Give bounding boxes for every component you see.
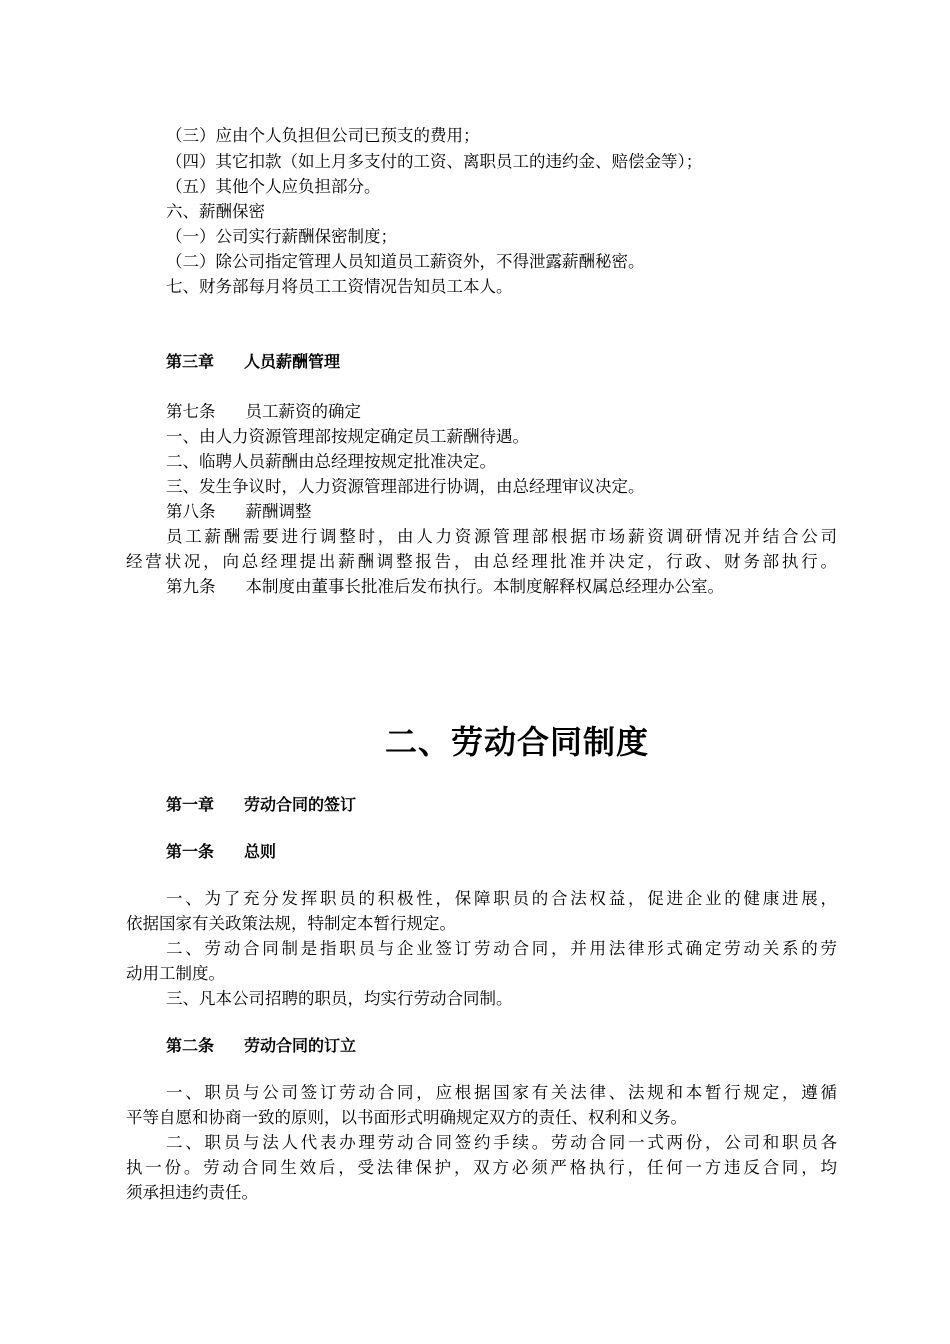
- list-item: （五）其他个人应负担部分。: [166, 177, 381, 196]
- article-title: 劳动合同的订立: [244, 1036, 357, 1055]
- article-label: 第一条: [166, 842, 215, 861]
- paragraph-line: 二、劳动合同制是指职员与企业签订劳动合同，并用法律形式确定劳动关系的劳: [166, 939, 837, 958]
- article-label: 第八条: [166, 502, 216, 521]
- article-label: 第二条: [166, 1036, 215, 1055]
- paragraph-line: 经营状况，向总经理提出薪酬调整报告，由总经理批准并决定，行政、财务部执行。: [126, 552, 837, 571]
- paragraph-line: 平等自愿和协商一致的原则，以书面形式明确规定双方的责任、权利和义务。: [126, 1108, 687, 1127]
- paragraph-line: 依据国家有关政策法规，特制定本暂行规定。: [126, 914, 456, 933]
- article-heading: [166, 575, 724, 599]
- list-item: （三）应由个人负担但公司已预支的费用；: [166, 126, 480, 145]
- list-item: 七、财务部每月将员工工资情况告知员工本人。: [166, 277, 513, 296]
- article-label: 第九条: [166, 577, 216, 596]
- chapter-heading: [166, 350, 340, 374]
- paragraph-line: 二、职员与法人代表办理劳动合同签约手续。劳动合同一式两份，公司和职员各: [166, 1133, 837, 1152]
- article-title: 薪酬调整: [245, 502, 312, 521]
- paragraph-line: 须承担违约责任。: [126, 1183, 258, 1202]
- paragraph-line: 员工薪酬需要进行调整时，由人力资源管理部根据市场薪资调研情况并结合公司: [166, 527, 837, 546]
- article-label: 第七条: [166, 402, 216, 421]
- list-item: （二）除公司指定管理人员知道员工薪资外，不得泄露薪酬秘密。: [166, 252, 645, 271]
- list-item: （一）公司实行薪酬保密制度；: [166, 227, 397, 246]
- chapter-title: 人员薪酬管理: [244, 352, 341, 371]
- paragraph-line: 执一份。劳动合同生效后，受法律保护，双方必须严格执行，任何一方违反合同，均: [126, 1158, 837, 1177]
- paragraph-line: 一、职员与公司签订劳动合同，应根据国家有关法律、法规和本暂行规定，遵循: [166, 1083, 837, 1102]
- document-title: 二、劳动合同制度: [384, 723, 649, 761]
- article-heading: [166, 1034, 356, 1058]
- article-heading: [166, 400, 361, 424]
- article-text: 本制度由董事长批准后发布执行。本制度解释权属总经理办公室。: [245, 577, 724, 596]
- list-item: （四）其它扣款（如上月多支付的工资、离职员工的违约金、赔偿金等）；: [166, 152, 703, 171]
- list-item: 三、发生争议时，人力资源管理部进行协调，由总经理审议决定。: [166, 477, 645, 496]
- chapter-label: 第三章: [166, 352, 215, 371]
- article-title: 员工薪资的确定: [245, 402, 361, 421]
- chapter-heading: [166, 793, 356, 817]
- list-item: 六、薪酬保密: [166, 202, 265, 221]
- article-heading: [166, 500, 312, 524]
- paragraph-line: 一、为了充分发挥职员的积极性，保障职员的合法权益，促进企业的健康进展，: [166, 889, 837, 908]
- article-heading: [166, 840, 276, 864]
- article-title: 总则: [244, 842, 277, 861]
- paragraph-line: 三、凡本公司招聘的职员，均实行劳动合同制。: [166, 989, 513, 1008]
- list-item: 二、临聘人员薪酬由总经理按规定批准决定。: [166, 452, 496, 471]
- list-item: 一、由人力资源管理部按规定确定员工薪酬待遇。: [166, 427, 529, 446]
- paragraph-line: 动用工制度。: [126, 964, 225, 983]
- chapter-title: 劳动合同的签订: [244, 795, 357, 814]
- chapter-label: 第一章: [166, 795, 215, 814]
